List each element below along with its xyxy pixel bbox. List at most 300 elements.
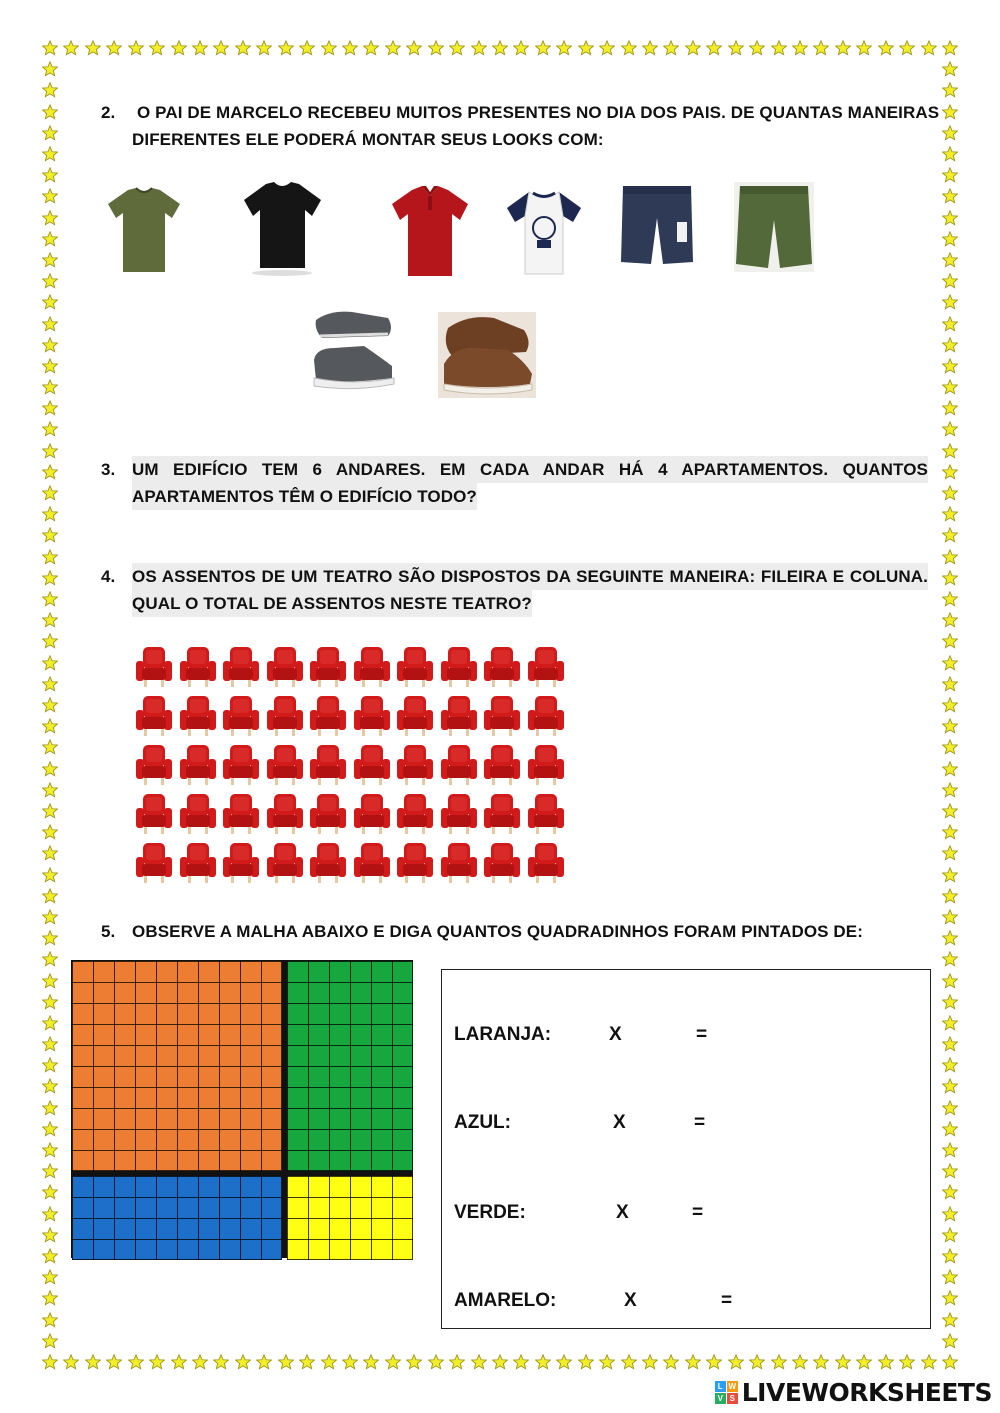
- theater-seat: [265, 644, 305, 688]
- star-icon: [428, 1354, 444, 1370]
- star-icon: [942, 1206, 958, 1222]
- star-icon: [942, 1121, 958, 1137]
- times-sign: X: [613, 1112, 626, 1133]
- theater-seat: [265, 742, 305, 786]
- theater-seat: [439, 840, 479, 884]
- star-icon: [942, 803, 958, 819]
- star-icon: [728, 40, 744, 56]
- star-icon: [42, 973, 58, 989]
- olive-tshirt-shape: [108, 188, 180, 272]
- theater-seat: [134, 840, 174, 884]
- equals-sign: =: [696, 1024, 708, 1045]
- theater-seat: [395, 644, 435, 688]
- star-icon: [942, 1036, 958, 1052]
- star-icon: [106, 40, 122, 56]
- orange-block: [72, 961, 282, 1171]
- logo-icon: [715, 1381, 738, 1404]
- star-icon: [42, 591, 58, 607]
- theater-seat: [395, 840, 435, 884]
- times-sign: X: [609, 1024, 622, 1045]
- star-icon: [42, 633, 58, 649]
- star-icon: [942, 252, 958, 268]
- star-icon: [42, 1036, 58, 1052]
- star-icon: [492, 1354, 508, 1370]
- star-icon: [42, 1184, 58, 1200]
- star-icon: [813, 40, 829, 56]
- star-icon: [942, 40, 958, 56]
- star-icon: [385, 1354, 401, 1370]
- answer-label: AZUL:: [454, 1112, 511, 1133]
- question-2: [101, 99, 940, 155]
- theater-seat: [221, 693, 261, 737]
- star-icon: [42, 655, 58, 671]
- answer-label: VERDE:: [454, 1202, 526, 1223]
- question-text-line2: DIFERENTES ELE PODERÁ MONTAR SEUS LOOKS COM:: [132, 130, 604, 149]
- star-icon: [835, 1354, 851, 1370]
- star-icon: [685, 40, 701, 56]
- star-icon: [42, 782, 58, 798]
- theater-seat: [308, 693, 348, 737]
- answer-label: AMARELO:: [454, 1290, 557, 1311]
- star-icon: [42, 739, 58, 755]
- star-icon: [942, 1227, 958, 1243]
- star-icon: [363, 1354, 379, 1370]
- star-icon: [749, 40, 765, 56]
- star-icon: [256, 40, 272, 56]
- times-sign: X: [624, 1290, 637, 1311]
- star-icon: [42, 549, 58, 565]
- star-icon: [706, 1354, 722, 1370]
- star-icon: [942, 1142, 958, 1158]
- theater-seat: [482, 791, 522, 835]
- star-icon: [492, 40, 508, 56]
- star-icon: [899, 40, 915, 56]
- star-icon: [213, 40, 229, 56]
- star-icon: [321, 1354, 337, 1370]
- olive-tshirt-image: [104, 186, 184, 276]
- star-icon: [85, 1354, 101, 1370]
- star-icon: [942, 930, 958, 946]
- theater-seat: [526, 644, 566, 688]
- star-icon: [942, 506, 958, 522]
- theater-seat: [134, 791, 174, 835]
- star-icon: [556, 40, 572, 56]
- star-icon: [942, 104, 958, 120]
- star-icon: [42, 252, 58, 268]
- star-icon: [535, 1354, 551, 1370]
- star-icon: [942, 1290, 958, 1306]
- star-icon: [942, 1100, 958, 1116]
- star-icon: [42, 125, 58, 141]
- star-icon: [42, 104, 58, 120]
- star-icon: [428, 40, 444, 56]
- star-icon: [42, 485, 58, 501]
- theater-seat: [308, 840, 348, 884]
- star-icon: [942, 1269, 958, 1285]
- theater-seat: [134, 693, 174, 737]
- logo-letter: V: [715, 1393, 726, 1404]
- star-icon: [342, 40, 358, 56]
- star-icon: [406, 1354, 422, 1370]
- star-icon: [85, 40, 101, 56]
- white-raglan-tshirt-image: [503, 188, 585, 278]
- star-icon: [42, 1142, 58, 1158]
- theater-seat: [352, 742, 392, 786]
- logo-letter: L: [715, 1381, 726, 1392]
- star-icon: [942, 591, 958, 607]
- star-icon: [42, 1248, 58, 1264]
- star-icon: [663, 1354, 679, 1370]
- theater-seat: [221, 742, 261, 786]
- star-icon: [942, 125, 958, 141]
- star-icon: [299, 1354, 315, 1370]
- star-icon: [42, 1290, 58, 1306]
- star-icon: [942, 1163, 958, 1179]
- star-icon: [42, 464, 58, 480]
- star-icon: [813, 1354, 829, 1370]
- star-icon: [42, 1078, 58, 1094]
- star-icon: [42, 210, 58, 226]
- star-icon: [942, 718, 958, 734]
- star-icon: [42, 909, 58, 925]
- star-icon: [42, 1227, 58, 1243]
- equals-sign: =: [721, 1290, 733, 1311]
- question-text-line2: QUAL O TOTAL DE ASSENTOS NESTE TEATRO?: [132, 590, 532, 617]
- star-icon: [942, 633, 958, 649]
- star-icon: [63, 40, 79, 56]
- theater-seat: [439, 791, 479, 835]
- star-icon: [42, 273, 58, 289]
- star-icon: [171, 1354, 187, 1370]
- star-icon: [256, 1354, 272, 1370]
- theater-seat: [482, 644, 522, 688]
- star-icon: [642, 1354, 658, 1370]
- star-icon: [942, 867, 958, 883]
- star-icon: [942, 655, 958, 671]
- star-icon: [685, 1354, 701, 1370]
- star-icon: [42, 1121, 58, 1137]
- star-icon: [942, 167, 958, 183]
- star-icon: [642, 40, 658, 56]
- star-icon: [942, 951, 958, 967]
- star-icon: [42, 379, 58, 395]
- star-icon: [942, 824, 958, 840]
- star-icon: [42, 888, 58, 904]
- star-icon: [942, 316, 958, 332]
- theater-seat: [352, 693, 392, 737]
- question-5: [101, 918, 931, 946]
- star-icon: [471, 1354, 487, 1370]
- star-icon: [513, 1354, 529, 1370]
- star-icon: [556, 1354, 572, 1370]
- star-icon: [942, 443, 958, 459]
- equals-sign: =: [694, 1112, 706, 1133]
- star-icon: [42, 570, 58, 586]
- star-icon: [42, 1057, 58, 1073]
- star-icon: [942, 549, 958, 565]
- white-raglan-tshirt-shape: [525, 192, 563, 274]
- star-icon: [856, 40, 872, 56]
- star-icon: [42, 994, 58, 1010]
- star-icon: [42, 82, 58, 98]
- star-icon: [942, 527, 958, 543]
- star-icon: [42, 337, 58, 353]
- star-icon: [942, 231, 958, 247]
- question-3: [101, 456, 931, 512]
- star-icon: [942, 358, 958, 374]
- star-icon: [42, 167, 58, 183]
- star-icon: [621, 1354, 637, 1370]
- star-icon: [42, 400, 58, 416]
- star-icon: [942, 61, 958, 77]
- star-icon: [342, 1354, 358, 1370]
- red-polo-image: [390, 184, 470, 280]
- star-icon: [42, 146, 58, 162]
- question-number: 2.: [101, 103, 116, 122]
- star-icon: [235, 40, 251, 56]
- star-icon: [213, 1354, 229, 1370]
- times-sign: X: [616, 1202, 629, 1223]
- theater-seat: [265, 693, 305, 737]
- answer-label: LARANJA:: [454, 1024, 552, 1045]
- gray-sneaker-bottom: [314, 346, 392, 382]
- green-shorts-image: [734, 182, 814, 272]
- star-icon: [942, 782, 958, 798]
- theater-seat: [352, 791, 392, 835]
- star-icon: [149, 40, 165, 56]
- star-icon: [942, 294, 958, 310]
- star-icon: [192, 40, 208, 56]
- star-icon: [513, 40, 529, 56]
- navy-shorts-image: [619, 182, 695, 266]
- star-icon: [42, 803, 58, 819]
- star-icon: [878, 1354, 894, 1370]
- question-number: 4.: [101, 567, 116, 586]
- star-icon: [921, 1354, 937, 1370]
- theater-seat: [526, 791, 566, 835]
- star-icon: [42, 824, 58, 840]
- star-icon: [42, 697, 58, 713]
- star-icon: [128, 1354, 144, 1370]
- star-icon: [599, 1354, 615, 1370]
- star-icon: [942, 1015, 958, 1031]
- theater-seats: [134, 644, 574, 894]
- star-icon: [149, 1354, 165, 1370]
- star-icon: [406, 40, 422, 56]
- theater-seat: [265, 791, 305, 835]
- star-icon: [42, 421, 58, 437]
- star-icon: [942, 400, 958, 416]
- star-icon: [42, 1163, 58, 1179]
- question-text-line2: APARTAMENTOS TÊM O EDIFÍCIO TODO?: [132, 483, 477, 510]
- question-text-line1: OBSERVE A MALHA ABAIXO E DIGA QUANTOS QUADRADINHOS FORAM PINTADOS DE:: [132, 922, 864, 941]
- star-icon: [128, 40, 144, 56]
- star-icon: [942, 1057, 958, 1073]
- theater-seat: [482, 742, 522, 786]
- star-icon: [42, 1206, 58, 1222]
- star-icon: [771, 1354, 787, 1370]
- question-number: 5.: [101, 922, 116, 941]
- star-icon: [942, 739, 958, 755]
- theater-seat: [308, 791, 348, 835]
- star-icon: [942, 1248, 958, 1264]
- theater-seat: [308, 742, 348, 786]
- theater-seat: [526, 742, 566, 786]
- blue-block: [72, 1176, 282, 1260]
- star-icon: [942, 994, 958, 1010]
- star-icon: [942, 676, 958, 692]
- star-icon: [385, 40, 401, 56]
- star-icon: [42, 506, 58, 522]
- star-icon: [578, 40, 594, 56]
- star-icon: [42, 294, 58, 310]
- star-icon: [942, 1184, 958, 1200]
- star-icon: [942, 146, 958, 162]
- theater-seat: [178, 693, 218, 737]
- theater-seat: [134, 742, 174, 786]
- star-icon: [942, 761, 958, 777]
- star-icon: [106, 1354, 122, 1370]
- star-icon: [42, 1333, 58, 1349]
- question-text-line1: UM EDIFÍCIO TEM 6 ANDARES. EM CADA ANDAR HÁ 4 APARTAMENTOS. QUANTOS: [132, 456, 928, 483]
- theater-seat: [439, 644, 479, 688]
- theater-seat: [221, 644, 261, 688]
- theater-seat: [395, 791, 435, 835]
- star-icon: [942, 1078, 958, 1094]
- star-icon: [471, 40, 487, 56]
- star-icon: [171, 40, 187, 56]
- star-icon: [942, 570, 958, 586]
- theater-seat: [352, 840, 392, 884]
- liveworksheets-logo[interactable]: [715, 1377, 992, 1407]
- star-icon: [942, 888, 958, 904]
- star-icon: [42, 1354, 58, 1370]
- logo-letter: W: [728, 1381, 737, 1391]
- star-icon: [278, 1354, 294, 1370]
- star-icon: [42, 1269, 58, 1285]
- star-icon: [535, 40, 551, 56]
- theater-seat: [134, 644, 174, 688]
- star-icon: [942, 464, 958, 480]
- star-icon: [42, 358, 58, 374]
- star-icon: [42, 930, 58, 946]
- star-icon: [621, 40, 637, 56]
- star-icon: [942, 210, 958, 226]
- theater-seat: [395, 742, 435, 786]
- star-icon: [42, 231, 58, 247]
- star-icon: [42, 40, 58, 56]
- star-icon: [942, 1333, 958, 1349]
- equals-sign: =: [692, 1202, 704, 1223]
- star-icon: [835, 40, 851, 56]
- star-icon: [706, 40, 722, 56]
- star-icon: [42, 1100, 58, 1116]
- theater-seat: [482, 693, 522, 737]
- theater-seat: [482, 840, 522, 884]
- star-icon: [942, 909, 958, 925]
- question-4: [101, 563, 931, 619]
- star-icon: [942, 612, 958, 628]
- logo-letter: S: [727, 1393, 738, 1404]
- star-icon: [856, 1354, 872, 1370]
- star-icon: [42, 527, 58, 543]
- theater-seat: [526, 840, 566, 884]
- theater-seat: [352, 644, 392, 688]
- star-icon: [942, 1354, 958, 1370]
- star-icon: [449, 1354, 465, 1370]
- star-icon: [942, 379, 958, 395]
- answer-box: [441, 969, 931, 1329]
- theater-seat: [221, 840, 261, 884]
- star-icon: [942, 485, 958, 501]
- star-icon: [42, 951, 58, 967]
- star-icon: [42, 845, 58, 861]
- star-icon: [921, 40, 937, 56]
- logo-text: LIVEWORKSHEETS: [741, 1377, 992, 1407]
- theater-seat: [308, 644, 348, 688]
- star-icon: [42, 612, 58, 628]
- star-icon: [192, 1354, 208, 1370]
- star-icon: [42, 443, 58, 459]
- star-icon: [63, 1354, 79, 1370]
- star-icon: [899, 1354, 915, 1370]
- star-icon: [942, 188, 958, 204]
- theater-seat: [178, 644, 218, 688]
- star-icon: [42, 676, 58, 692]
- star-icon: [749, 1354, 765, 1370]
- gray-sneakers-image: [310, 308, 396, 392]
- theater-seat: [395, 693, 435, 737]
- star-icon: [42, 316, 58, 332]
- star-icon: [42, 718, 58, 734]
- theater-seat: [265, 840, 305, 884]
- star-icon: [299, 40, 315, 56]
- star-icon: [942, 1312, 958, 1328]
- question-text-line1: O PAI DE MARCELO RECEBEU MUITOS PRESENTES NO DIA DOS PAIS. DE QUANTAS MANEIRAS: [137, 103, 940, 122]
- star-icon: [771, 40, 787, 56]
- star-icon: [578, 1354, 594, 1370]
- star-icon: [599, 40, 615, 56]
- star-icon: [942, 845, 958, 861]
- green-block: [287, 961, 413, 1171]
- theater-seat: [178, 840, 218, 884]
- black-tshirt-image: [240, 180, 325, 278]
- star-icon: [42, 1015, 58, 1031]
- theater-seat: [178, 791, 218, 835]
- star-icon: [235, 1354, 251, 1370]
- theater-seat: [178, 742, 218, 786]
- black-tshirt-shape: [244, 182, 321, 268]
- star-icon: [278, 40, 294, 56]
- theater-seat: [439, 693, 479, 737]
- star-icon: [942, 337, 958, 353]
- star-icon: [42, 1312, 58, 1328]
- star-icon: [792, 40, 808, 56]
- theater-seat: [439, 742, 479, 786]
- star-icon: [728, 1354, 744, 1370]
- question-number: 3.: [101, 460, 116, 479]
- question-text-line1: OS ASSENTOS DE UM TEATRO SÃO DISPOSTOS DA SEGUINTE MANEIRA: FILEIRA E COLUNA.: [132, 563, 928, 590]
- theater-seat: [221, 791, 261, 835]
- star-icon: [942, 973, 958, 989]
- brown-sneakers-image: [438, 312, 536, 398]
- star-icon: [42, 867, 58, 883]
- star-icon: [942, 82, 958, 98]
- star-icon: [663, 40, 679, 56]
- star-icon: [449, 40, 465, 56]
- star-icon: [363, 40, 379, 56]
- color-grid: [71, 960, 413, 1258]
